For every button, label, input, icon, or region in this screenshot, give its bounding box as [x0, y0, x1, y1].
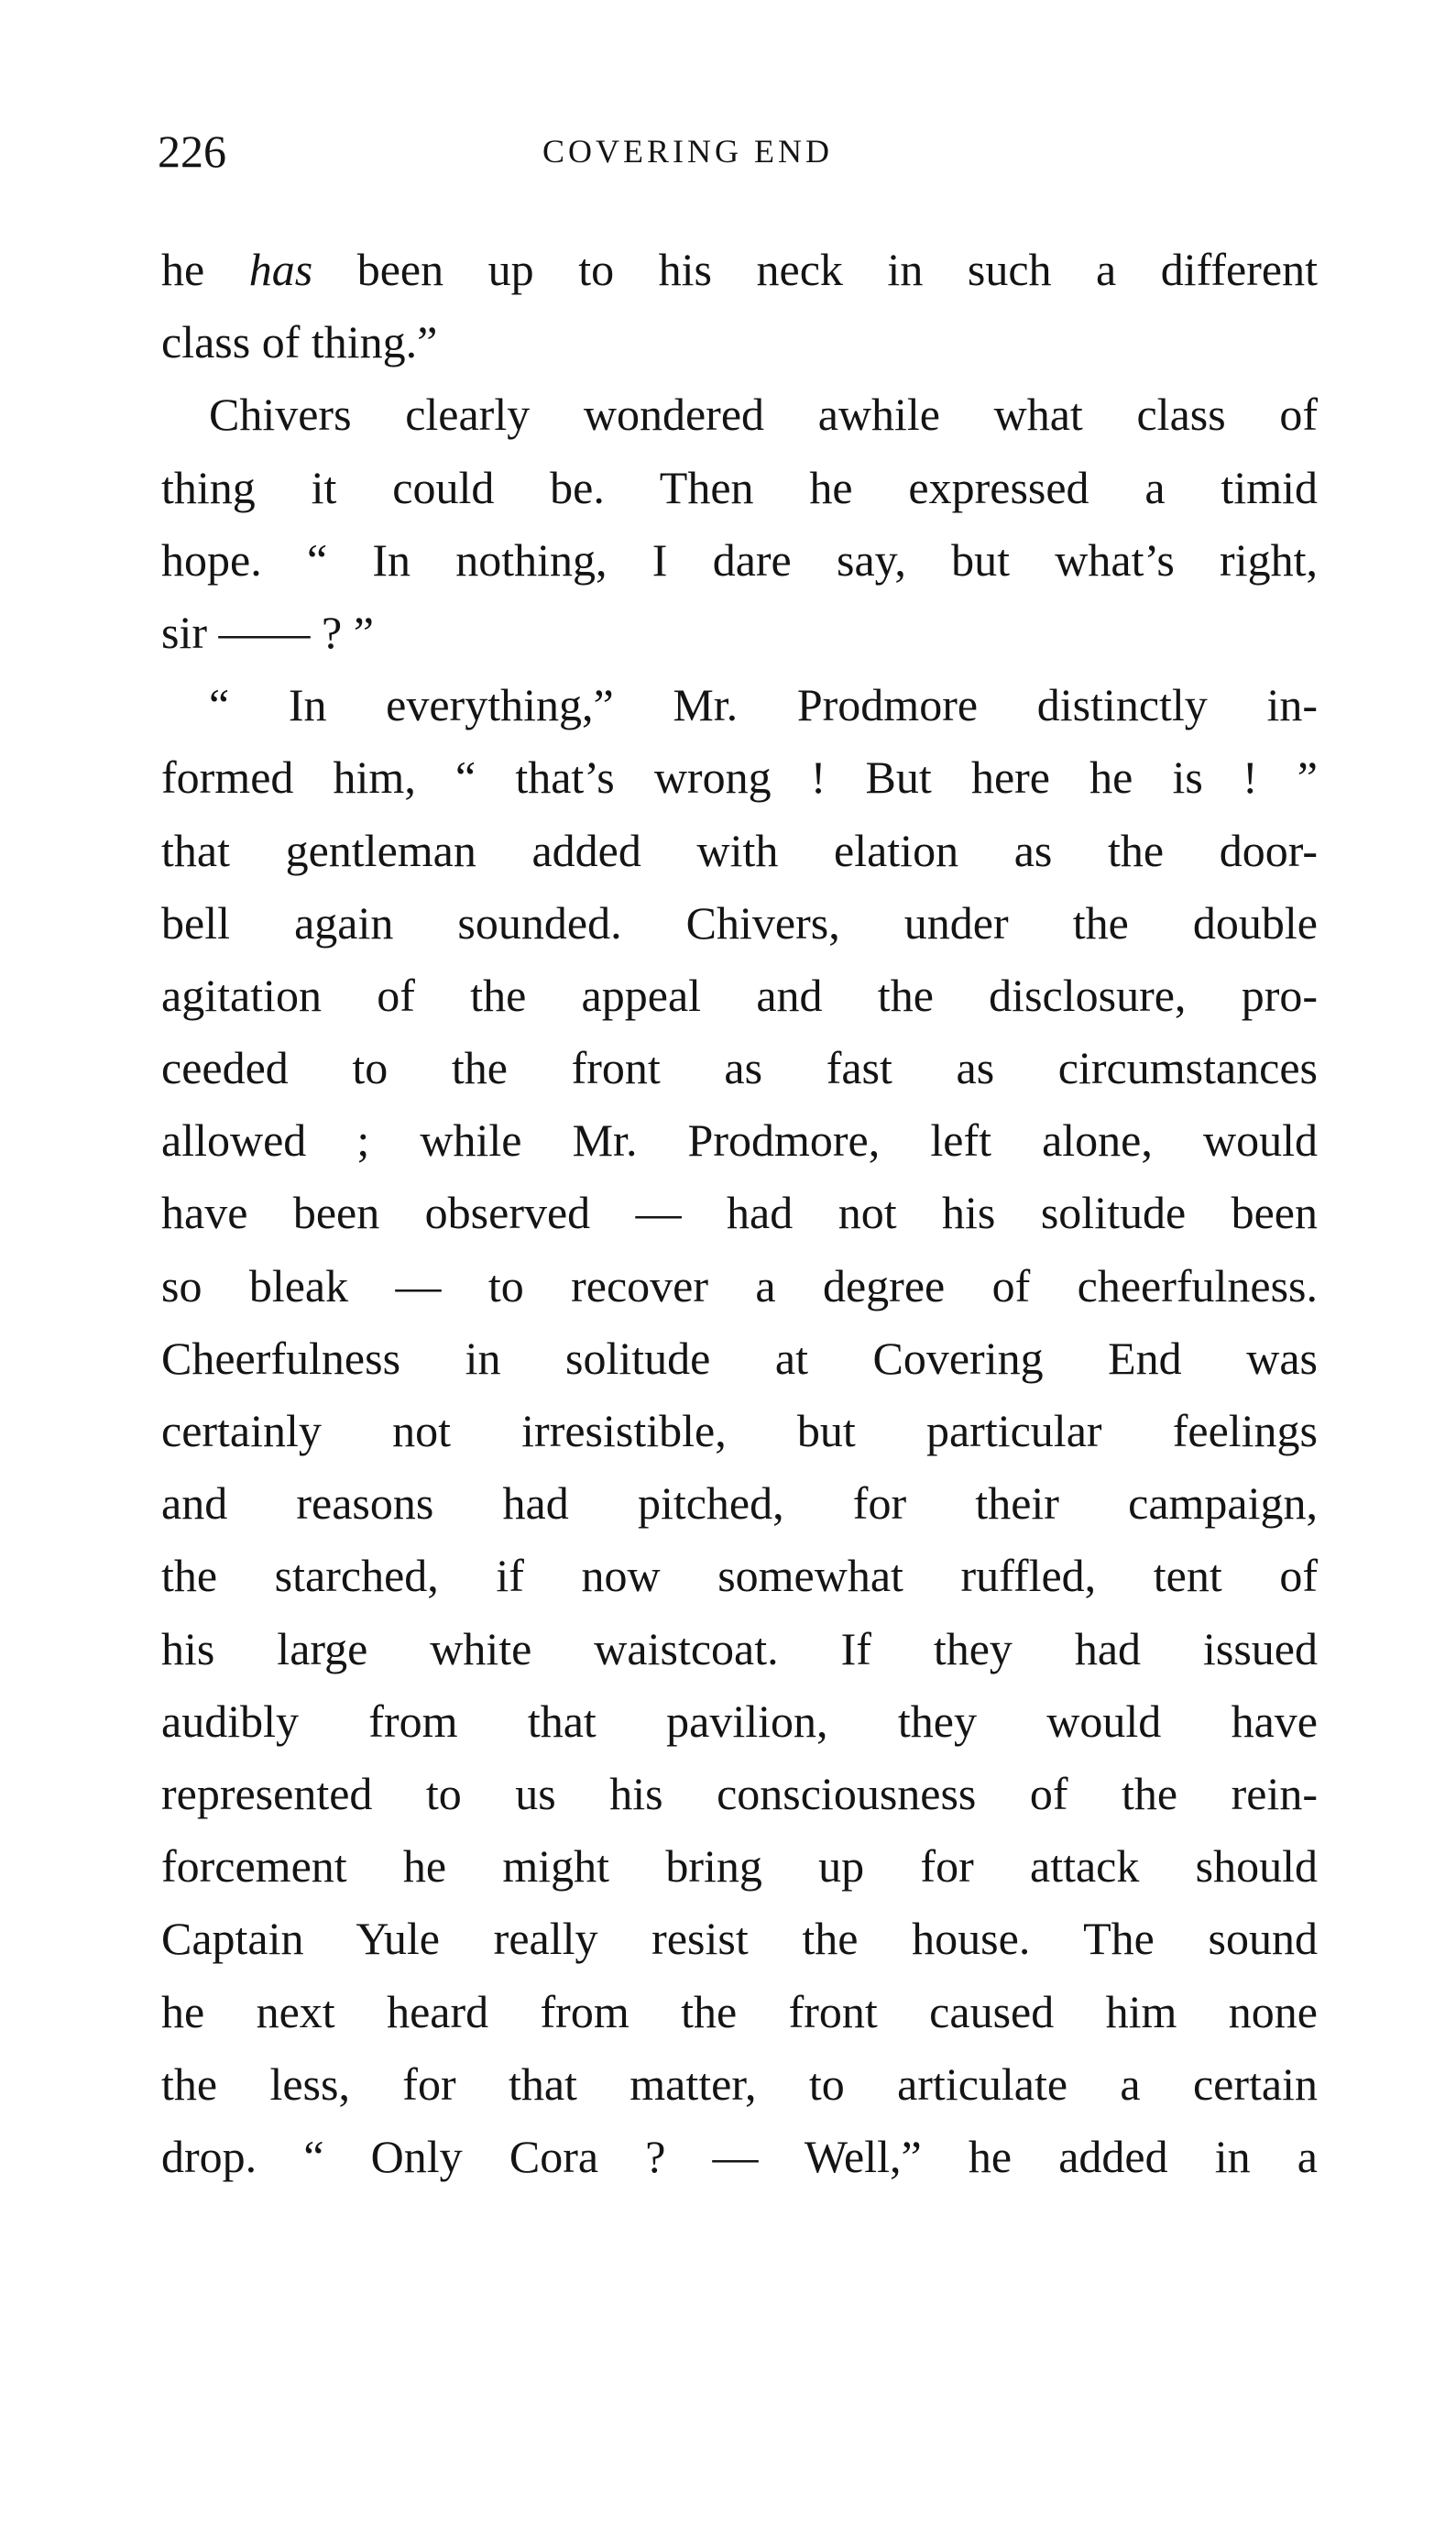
text-segment: “ In everything,” Mr. Prodmore distinctly in-: [209, 679, 1318, 731]
text-segment: have been observed — had not his solitude been: [161, 1187, 1318, 1239]
text-line: [161, 741, 1318, 814]
text-line: [161, 1250, 1318, 1322]
text-segment: drop. “ Only Cora ? — Well,” he added in a: [161, 2130, 1318, 2182]
text-segment: that gentleman added with elation as the door-: [161, 824, 1318, 876]
text-line: [161, 669, 1318, 741]
text-line: [161, 524, 1318, 597]
text-line: [161, 1467, 1318, 1540]
text-segment: formed him, “ that’s wrong ! But here he is ! ”: [161, 752, 1318, 804]
text-segment: the less, for that matter, to articulate a certain: [161, 2058, 1318, 2110]
text-line: [161, 2048, 1318, 2121]
text-segment: bell again sounded. Chivers, under the double: [161, 896, 1318, 949]
text-line: [161, 1758, 1318, 1830]
text-line: [161, 452, 1318, 524]
text-segment: his large white waistcoat. If they had issued: [161, 1622, 1318, 1674]
text-line: [161, 1976, 1318, 2048]
text-line: [161, 887, 1318, 960]
page-number: 226: [158, 126, 226, 177]
text-segment: audibly from that pavilion, they would have: [161, 1695, 1318, 1747]
text-segment: agitation of the appeal and the disclosure, pro-: [161, 969, 1318, 1021]
text-segment: he: [161, 244, 249, 295]
text-line: [161, 815, 1318, 887]
text-segment: he next heard from the front caused him none: [161, 1985, 1318, 2037]
text-segment: thing it could be. Then he expressed a timid: [161, 461, 1318, 513]
text-line: [161, 1104, 1318, 1177]
text-line: [161, 597, 1318, 669]
text-segment: allowed ; while Mr. Prodmore, left alone, would: [161, 1114, 1318, 1167]
text-line: [161, 1395, 1318, 1467]
text-line: [161, 1177, 1318, 1249]
text-segment: so bleak — to recover a degree of cheerfulness.: [161, 1259, 1318, 1311]
text-line: [161, 379, 1318, 451]
text-segment: the starched, if now somewhat ruffled, tent of: [161, 1550, 1318, 1602]
running-title: COVERING END: [542, 133, 833, 170]
text-line: [161, 1540, 1318, 1612]
text-segment: sir —— ? ”: [161, 606, 374, 658]
text-line: [161, 1613, 1318, 1685]
body-text: [161, 234, 1318, 2193]
text-line: [161, 1032, 1318, 1104]
text-line: [161, 1685, 1318, 1758]
text-line: [161, 1830, 1318, 1903]
text-line: [161, 2121, 1318, 2193]
text-line: [161, 1322, 1318, 1395]
text-segment: hope. “ In nothing, I dare say, but what’s right,: [161, 533, 1318, 586]
text-segment: and reasons had pitched, for their campaign,: [161, 1477, 1318, 1530]
text-segment: certainly not irresistible, but particular feelings: [161, 1405, 1318, 1456]
text-line: [161, 960, 1318, 1032]
text-segment: Chivers clearly wondered awhile what class of: [209, 389, 1318, 441]
text-segment: Captain Yule really resist the house. The sound: [161, 1913, 1318, 1965]
text-line: [161, 234, 1318, 306]
text-segment: ceeded to the front as fast as circumstances: [161, 1042, 1318, 1094]
running-head: [158, 119, 1319, 183]
italic-word: has: [248, 244, 313, 295]
text-segment: been up to his neck in such a different: [312, 244, 1318, 295]
text-segment: represented to us his consciousness of the rein-: [161, 1767, 1318, 1819]
text-segment: forcement he might bring up for attack should: [161, 1840, 1318, 1893]
text-segment: Cheerfulness in solitude at Covering End was: [161, 1332, 1318, 1384]
text-line: [161, 1903, 1318, 1975]
text-segment: class of thing.”: [161, 316, 438, 368]
text-line: [161, 306, 1318, 379]
